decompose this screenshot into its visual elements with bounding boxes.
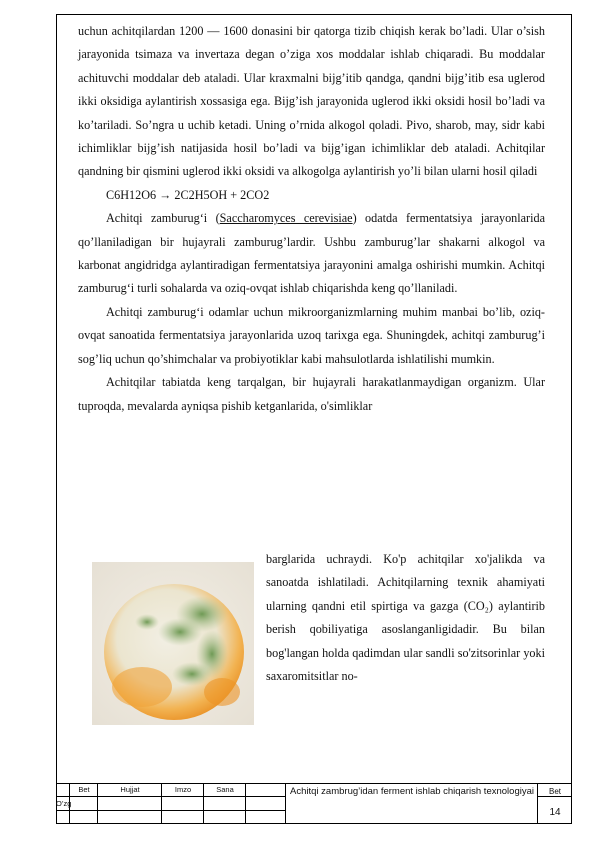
document-body [78, 20, 545, 418]
col-imzo-label: Imzo [174, 785, 192, 794]
saccharomyces-link[interactable]: Saccharomyces cerevisiae [219, 211, 353, 226]
paragraph-2 [78, 207, 545, 301]
paragraph-4: Achitqilar tabiatda keng tarqalgan, bir hujayrali harakatlanmaydigan organizm. Ular tuproqda, mevalarda ayniqsa pishib ketganlarida, o'simliklar [78, 375, 545, 413]
page-label: Bet [548, 787, 561, 796]
title-block [56, 783, 572, 824]
paragraph-2-start: Achitqi zamburug‘i ( [106, 211, 220, 226]
moldy-orange-image [92, 562, 254, 725]
col-hujjat-label: Hujjat [120, 785, 140, 794]
paragraph-2-end: ) odatda fermentatsiya jarayonlarida qo’llaniladigan bir hujayrali zamburug’lardir. Ushbu zamburug’lar shakarni alkogol va karbonat angidridga aylantiradigan fermentatsiya jarayonini amalga oshirishi mumkin. Achitqi zamburug‘i turli sohalarda va oziq-ovqat ishlab chiqarishda keng qo’llaniladi. [78, 211, 545, 296]
col-ozg-label: O’zg [56, 799, 72, 808]
col-sana-label: Sana [216, 785, 234, 794]
formula: C6H12O6 → 2C2H5OH + 2CO2 [106, 187, 270, 202]
paragraph-5-side: barglarida uchraydi. Ko'p achitqilar xo'jalikda va sanoatda ishlatiladi. Achitqilarning texnik ahamiyati ularning qandni etil spirtiga va gazga (CO₂) aylantirib berish qobiliyatiga asoslanganligidadir. Bu bilan bog'langan holda qadimdan ular sandli so'zitsorinlar yoki saxaromitsitlar no- [266, 552, 545, 684]
col-bet-label: Bet [78, 785, 90, 794]
page-number: 14 [549, 807, 561, 818]
paragraph-3: Achitqi zamburug‘i odamlar uchun mikroorganizmlarning muhim manbai bo’lib, oziq-ovqat sanoatida fermentatsiya jarayonlarida uzoq tarixga ega. Shuningdek, achitqi zamburug’i sog’liq uchun qo’shimchalar va probiyotiklar kabi mahsulotlarda ishlatilishi mumkin. [78, 304, 545, 366]
document-title: Achitqi zambrug’idan ferment ishlab chiqarish texnologiyai [290, 786, 534, 797]
paragraph-1: uchun achitqilardan 1200 — 1600 donasini bir qatorga tizib chiqish kerak bo’ladi. Ular o’sish jarayonida tsimaza va invertaza degan o’ziga xos moddalar ishlab chiqaradi. Bu moddalar achituvchi moddalar deb ataladi. Ular kraxmalni bijg’itib qandga, qandni bijg’itib esa uglerod ikki oksidiga aylantirish xossasiga ega. Bijg’ish jarayonida uglerod ikki oksidi hosil bo’ladi va ko’tariladi. So’ngra u uchib ketadi. Uning o’rnida alkogol qoladi. Pivo, sharob, may, sidr kabi ichimliklar bijg’ish natijasida hosil bo’ladi va bijg’igan ichimliklar deb ataladi. Achitqilar qandning bir qismini uglerod ikki oksidi va alkogolga aylantirish yo’li bilan ularni hosil qiladi [78, 24, 545, 179]
